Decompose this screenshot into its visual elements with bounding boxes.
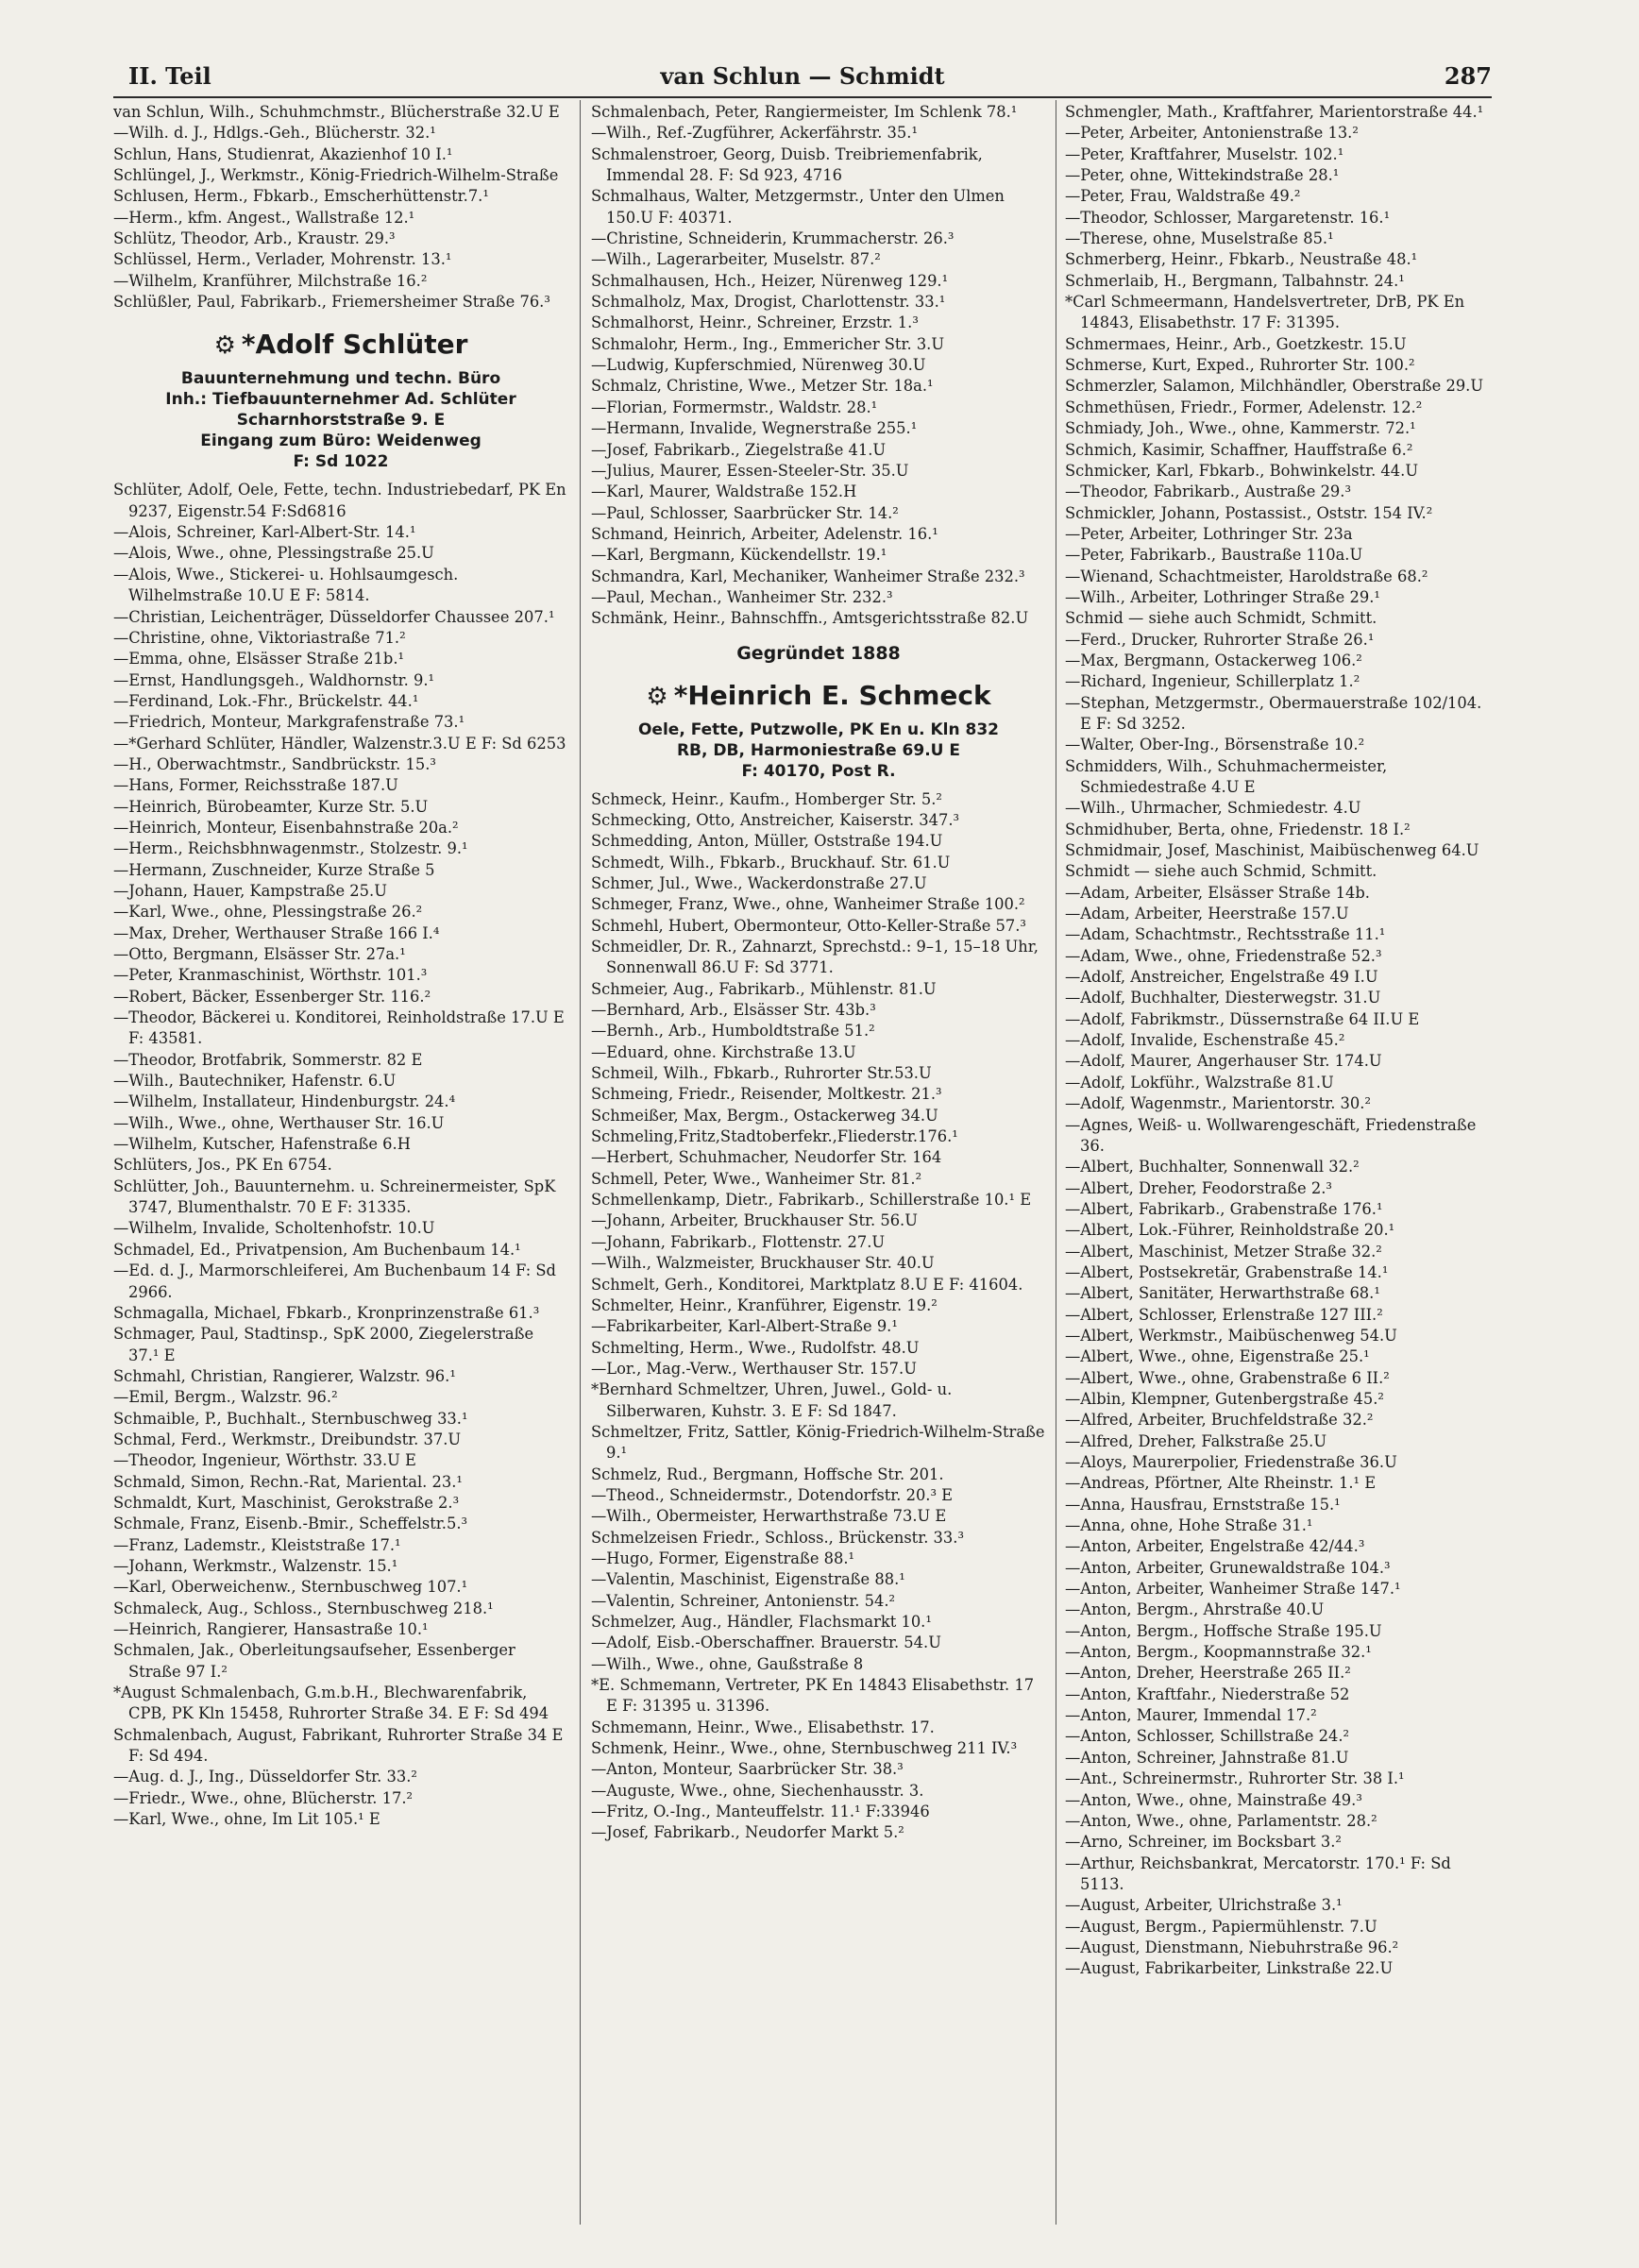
list-item: —Robert, Bäcker, Essenberger Str. 116.²	[113, 987, 431, 1006]
list-item: —Bernh., Arb., Humboldtstraße 51.²	[591, 1022, 875, 1041]
list-item: Schmerlaib, H., Bergmann, Talbahnstr. 24.¹	[1065, 271, 1405, 290]
list-item: —Eduard, ohne. Kirchstraße 13.U	[591, 1042, 856, 1061]
list-item: —Julius, Maurer, Essen-Steeler-Str. 35.U	[591, 461, 909, 480]
ad-title	[113, 326, 568, 364]
list-item: Schmedt, Wilh., Fbkarb., Bruckhauf. Str. 61.U	[591, 853, 951, 872]
list-item: Schmellenkamp, Dietr., Fabrikarb., Schillerstraße 10.¹ E	[591, 1191, 1032, 1210]
list-item: —Emma, ohne, Elsässer Straße 21b.¹	[113, 650, 405, 669]
list-item: —Friedr., Wwe., ohne, Blücherstr. 17.²	[113, 1788, 414, 1807]
list-item: Schmengler, Math., Kraftfahrer, Marientorstraße 44.¹	[1065, 103, 1484, 121]
list-item: —Josef, Fabrikarb., Ziegelstraße 41.U	[591, 440, 887, 459]
list-item: —Max, Bergmann, Ostackerweg 106.²	[1065, 651, 1362, 669]
list-item: —Johann, Werkmstr., Walzenstr. 15.¹	[113, 1556, 398, 1575]
list-item: —Albert, Wwe., ohne, Eigenstraße 25.¹	[1065, 1347, 1370, 1366]
list-item: —Andreas, Pförtner, Alte Rheinstr. 1.¹ E	[1065, 1474, 1377, 1493]
ad-line: Oele, Fette, Putzwolle, PK En u. Kln 832	[637, 719, 1000, 739]
ad-title-text: *Heinrich E. Schmeck	[673, 679, 991, 711]
list-item: —Paul, Mechan., Wanheimer Str. 232.³	[591, 587, 893, 606]
list-item: —Adolf, Lokführ., Walzstraße 81.U	[1065, 1073, 1334, 1092]
list-item: Schmeing, Friedr., Reisender, Moltkestr. 21.³	[591, 1085, 942, 1104]
list-item: —Anton, Arbeiter, Grunewaldstraße 104.³	[1065, 1558, 1391, 1577]
list-item: —Hermann, Invalide, Wegnerstraße 255.¹	[591, 419, 918, 438]
list-item: —Agnes, Weiß- u. Wollwarengeschäft, Friedenstraße 36.	[1065, 1115, 1477, 1155]
list-item: —Theod., Schneidermstr., Dotendorfstr. 20.³ E	[591, 1485, 954, 1504]
list-item: —Otto, Bergmann, Elsässer Str. 27a.¹	[113, 945, 406, 963]
list-item: —Wilh., Wwe., ohne, Werthauser Str. 16.U	[113, 1113, 445, 1132]
list-item: —Peter, Arbeiter, Lothringer Str. 23a	[1065, 524, 1353, 543]
list-item: —Wilh., Lagerarbeiter, Muselstr. 87.²	[591, 250, 881, 269]
list-item: Schmelting, Herm., Wwe., Rudolfstr. 48.U	[591, 1338, 920, 1357]
list-item: Schmerzler, Salamon, Milchhändler, Oberstraße 29.U	[1065, 377, 1484, 396]
list-item: —Fabrikarbeiter, Karl-Albert-Straße 9.¹	[591, 1317, 898, 1336]
list-item: —Arthur, Reichsbankrat, Mercatorstr. 170.¹ F: Sd 5113.	[1065, 1853, 1451, 1893]
list-item: Schlüßler, Paul, Fabrikarb., Friemersheimer Straße 76.³	[113, 293, 550, 312]
list-item: —Ferd., Drucker, Ruhrorter Straße 26.¹	[1065, 630, 1375, 649]
list-item: —Ferdinand, Lok.-Fhr., Brückelstr. 44.¹	[113, 691, 419, 710]
list-item: Schmalhaus, Walter, Metzgermstr., Unter den Ulmen 150.U F: 40371.	[591, 187, 1005, 227]
list-item: —Karl, Wwe., ohne, Plessingstraße 26.²	[113, 903, 423, 922]
list-item: *Bernhard Schmeltzer, Uhren, Juwel., Gold- u. Silberwaren, Kuhstr. 3. E F: Sd 1847.	[591, 1380, 953, 1420]
list-item: —August, Bergm., Papiermühlenstr. 7.U	[1065, 1917, 1377, 1936]
list-item: —Herm., kfm. Angest., Wallstraße 12.¹	[113, 208, 415, 227]
ad-line: F: Sd 1022	[293, 452, 389, 472]
list-item: —Anton, Schlosser, Schillstraße 24.²	[1065, 1727, 1350, 1746]
list-item: Schlütz, Theodor, Arb., Kraustr. 29.³	[113, 229, 396, 248]
list-item: —Anton, Maurer, Immendal 17.²	[1065, 1706, 1317, 1725]
list-item: Schlusen, Herm., Fbkarb., Emscherhüttenstr.7.¹	[113, 187, 489, 206]
list-item: —Adam, Arbeiter, Elsässer Straße 14b.	[1065, 883, 1370, 902]
list-item: —Adolf, Anstreicher, Engelstraße 49 I.U	[1065, 968, 1378, 987]
list-item: Schmand, Heinrich, Arbeiter, Adelenstr. 16.¹	[591, 524, 938, 543]
list-item: Schmid — siehe auch Schmidt, Schmitt.	[1065, 609, 1377, 628]
list-item: Schmedding, Anton, Müller, Oststraße 194.U	[591, 832, 943, 851]
list-item: Schmidhuber, Berta, ohne, Friedenstr. 18 I.²	[1065, 820, 1411, 838]
list-item: —Anton, Wwe., ohne, Parlamentstr. 28.²	[1065, 1811, 1377, 1830]
list-item: Schmenk, Heinr., Wwe., ohne, Sternbuschweg 211 IV.³	[591, 1739, 1018, 1758]
list-item: —Albin, Klempner, Gutenbergstraße 45.²	[1065, 1389, 1384, 1408]
list-item: —Christian, Leichenträger, Düsseldorfer Chaussee 207.¹	[113, 607, 555, 626]
list-item: Schmeidler, Dr. R., Zahnarzt, Sprechstd.: 9–1, 15–18 Uhr, Sonnenwall 86.U F: Sd 3771.	[591, 938, 1039, 977]
list-item: —Florian, Formermstr., Waldstr. 28.¹	[591, 398, 878, 416]
list-item: Schmelt, Gerh., Konditorei, Marktplatz 8.U E F: 41604.	[591, 1275, 1023, 1294]
column-2	[591, 102, 1046, 2226]
list-item: —Peter, Arbeiter, Antonienstraße 13.²	[1065, 124, 1359, 143]
list-item: —Wilhelm, Invalide, Scholtenhofstr. 10.U	[113, 1219, 435, 1238]
list-item: —Hermann, Zuschneider, Kurze Straße 5	[113, 860, 435, 879]
list-item: —Anton, Dreher, Heerstraße 265 II.²	[1065, 1664, 1351, 1683]
list-item: Schmeier, Aug., Fabrikarb., Mühlenstr. 81.U	[591, 979, 937, 998]
list-item: —Wienand, Schachtmeister, Haroldstraße 68.²	[1065, 567, 1428, 585]
list-item: —Adolf, Buchhalter, Diesterwegstr. 31.U	[1065, 989, 1381, 1007]
list-item: —Johann, Hauer, Kampstraße 25.U	[113, 881, 387, 900]
column-divider	[580, 100, 581, 2225]
list-item: —Wilhelm, Kutscher, Hafenstraße 6.H	[113, 1135, 411, 1154]
ad-line: RB, DB, Harmoniestraße 69.U E	[676, 740, 961, 760]
list-item: —Ludwig, Kupferschmied, Nürenweg 30.U	[591, 356, 926, 375]
list-item: Schmell, Peter, Wwe., Wanheimer Str. 81.²	[591, 1169, 922, 1188]
list-item: Schmicker, Karl, Fbkarb., Bohwinkelstr. 44.U	[1065, 461, 1419, 480]
list-item: —Alfred, Arbeiter, Bruchfeldstraße 32.²	[1065, 1411, 1374, 1430]
list-item: Schmänk, Heinr., Bahnschffn., Amtsgerichtsstraße 82.U	[591, 609, 1029, 628]
list-item: —Anton, Monteur, Saarbrücker Str. 38.³	[591, 1760, 904, 1779]
list-item: Schlüters, Jos., PK En 6754.	[113, 1156, 332, 1175]
header-rule	[113, 96, 1492, 98]
list-item: Schmadel, Ed., Privatpension, Am Buchenbaum 14.¹	[113, 1240, 521, 1259]
list-item: —Anton, Wwe., ohne, Mainstraße 49.³	[1065, 1790, 1362, 1809]
column-1	[113, 102, 568, 2226]
list-item: —Ant., Schreinermstr., Ruhrorter Str. 38 I.¹	[1065, 1769, 1405, 1788]
list-item: —August, Fabrikarbeiter, Linkstraße 22.U	[1065, 1959, 1394, 1978]
list-item: —Lor., Mag.-Verw., Werthauser Str. 157.U	[591, 1359, 917, 1378]
list-item: —Karl, Oberweichenw., Sternbuschweg 107.¹	[113, 1578, 468, 1597]
list-item: Schmelz, Rud., Bergmann, Hoffsche Str. 201.	[591, 1464, 944, 1483]
list-item: —*Gerhard Schlüter, Händler, Walzenstr.3.U E F: Sd 6253	[113, 734, 566, 753]
list-item: Schlüter, Adolf, Oele, Fette, techn. Industriebedarf, PK En 9237, Eigenstr.54 F:Sd6816	[113, 481, 566, 520]
ad-line: Bauunternehmung und techn. Büro	[180, 369, 501, 389]
list-item: —Theodor, Fabrikarb., Austraße 29.³	[1065, 482, 1351, 501]
list-item: *E. Schmemann, Vertreter, PK En 14843 Elisabethstr. 17 E F: 31395 u. 31396.	[591, 1676, 1035, 1716]
list-item: —Heinrich, Bürobeamter, Kurze Str. 5.U	[113, 797, 429, 816]
list-item: Schmagalla, Michael, Fbkarb., Kronprinzenstraße 61.³	[113, 1303, 540, 1322]
list-item: —Auguste, Wwe., ohne, Siechenhausstr. 3.	[591, 1781, 924, 1800]
list-item: Schlun, Hans, Studienrat, Akazienhof 10 I.¹	[113, 144, 453, 163]
list-item: Schmecking, Otto, Anstreicher, Kaiserstr. 347.³	[591, 810, 960, 829]
list-item: —Karl, Wwe., ohne, Im Lit 105.¹ E	[113, 1810, 380, 1829]
list-item: —Christine, ohne, Viktoriastraße 71.²	[113, 628, 406, 647]
list-item: Schmahl, Christian, Rangierer, Walzstr. 96.¹	[113, 1366, 456, 1385]
list-item: Schmidt — siehe auch Schmid, Schmitt.	[1065, 862, 1377, 881]
list-item: Schmer, Jul., Wwe., Wackerdonstraße 27.U	[591, 873, 927, 892]
ad-kicker: Gegründet 1888	[736, 642, 901, 664]
list-item: —Albert, Postsekretär, Grabenstraße 14.¹	[1065, 1262, 1389, 1281]
list-item: —Wilh., Walzmeister, Bruckhauser Str. 40.U	[591, 1254, 935, 1273]
list-item: —Albert, Schlosser, Erlenstraße 127 III.²	[1065, 1305, 1383, 1324]
list-item: Schmald, Simon, Rechn.-Rat, Mariental. 23.¹	[113, 1472, 463, 1491]
list-item: Schmethüsen, Friedr., Former, Adelenstr. 12.²	[1065, 398, 1423, 416]
list-item: Schmeißer, Max, Bergm., Ostackerweg 34.U	[591, 1106, 938, 1125]
list-item: Schmalenbach, August, Fabrikant, Ruhrorter Straße 34 E F: Sd 494.	[113, 1725, 564, 1766]
ad-line: Inh.: Tiefbauunternehmer Ad. Schlüter	[165, 390, 516, 410]
list-item: —Anton, Schreiner, Jahnstraße 81.U	[1065, 1748, 1349, 1767]
list-item: Schmager, Paul, Stadtinsp., SpK 2000, Ziegelerstraße 37.¹ E	[113, 1325, 534, 1364]
list-item: —Heinrich, Rangierer, Hansastraße 10.¹	[113, 1620, 429, 1638]
list-item: —Adolf, Eisb.-Oberschaffner. Brauerstr. 54.U	[591, 1633, 941, 1652]
list-item: —August, Dienstmann, Niebuhrstraße 96.²	[1065, 1938, 1399, 1956]
list-item: —Adam, Arbeiter, Heerstraße 157.U	[1065, 905, 1349, 923]
list-item: —Wilh., Uhrmacher, Schmiedestr. 4.U	[1065, 799, 1361, 818]
ad-title-text: *Adolf Schlüter	[241, 329, 468, 361]
list-item: —Johann, Arbeiter, Bruckhauser Str. 56.U	[591, 1211, 918, 1230]
list-item: —Theodor, Ingenieur, Wörthstr. 33.U E	[113, 1451, 416, 1470]
page-number: 287	[1444, 62, 1492, 90]
list-item: —Stephan, Metzgermstr., Obermauerstraße 102/104. E F: Sd 3252.	[1065, 693, 1482, 733]
list-item: Schmermaes, Heinr., Arb., Goetzkestr. 15.U	[1065, 334, 1407, 353]
list-item: —Peter, ohne, Wittekindstraße 28.¹	[1065, 166, 1340, 185]
list-item: Schmelzeisen Friedr., Schloss., Brückenstr. 33.³	[591, 1528, 964, 1547]
gear-icon: ⚙	[646, 682, 668, 711]
list-item: —Wilh., Ref.-Zugführer, Ackerfährstr. 35.¹	[591, 124, 918, 143]
list-item: —Josef, Fabrikarb., Neudorfer Markt 5.²	[591, 1823, 904, 1842]
list-item: —Franz, Lademstr., Kleiststraße 17.¹	[113, 1535, 401, 1554]
list-item: —Hugo, Former, Eigenstraße 88.¹	[591, 1549, 855, 1567]
list-item: —Adam, Wwe., ohne, Friedenstraße 52.³	[1065, 946, 1382, 965]
ad-line: F: 40170, Post R.	[741, 761, 896, 781]
list-item: Schmerse, Kurt, Exped., Ruhrorter Str. 100.²	[1065, 356, 1415, 375]
list-item: —Peter, Frau, Waldstraße 49.²	[1065, 187, 1301, 206]
list-item: —Albert, Lok.-Führer, Reinholdstraße 20.¹	[1065, 1221, 1395, 1240]
list-item: —Arno, Schreiner, im Bocksbart 3.²	[1065, 1833, 1342, 1852]
list-item: Schmaible, P., Buchhalt., Sternbuschweg 33.¹	[113, 1409, 468, 1428]
list-item: Schmich, Kasimir, Schaffner, Hauffstraße 6.²	[1065, 440, 1413, 459]
list-item: —Friedrich, Monteur, Markgrafenstraße 73.¹	[113, 713, 465, 732]
list-item: —Fritz, O.-Ing., Manteuffelstr. 11.¹ F:33946	[591, 1803, 930, 1821]
list-item: Schmeltzer, Fritz, Sattler, König-Friedrich-Wilhelm-Straße 9.¹	[591, 1422, 1045, 1463]
list-item: —Anton, Bergm., Hoffsche Straße 195.U	[1065, 1621, 1382, 1640]
page-header	[113, 59, 1492, 93]
list-item: —Heinrich, Monteur, Eisenbahnstraße 20a.²	[113, 818, 459, 837]
list-item: *Carl Schmeermann, Handelsvertreter, DrB, PK En 14843, Elisabethstr. 17 F: 31395.	[1065, 293, 1465, 332]
list-item: —Alois, Wwe., Stickerei- u. Hohlsaumgesch. Wilhelmstraße 10.U E F: 5814.	[113, 565, 459, 605]
list-item: —Aug. d. J., Ing., Düsseldorfer Str. 33.²	[113, 1768, 417, 1786]
list-item: Schmeling,Fritz,Stadtoberfekr.,Fliederstr.176.¹	[591, 1127, 958, 1146]
running-head: van Schlun — Schmidt	[660, 62, 945, 90]
list-item: —Adam, Schachtmstr., Rechtsstraße 11.¹	[1065, 925, 1386, 944]
list-item: Schmalen, Jak., Oberleitungsaufseher, Essenberger Straße 97 I.²	[113, 1641, 515, 1681]
list-item: —Adolf, Invalide, Eschenstraße 45.²	[1065, 1031, 1345, 1050]
list-item: Schlütter, Joh., Bauunternehm. u. Schreinermeister, SpK 3747, Blumenthalstr. 70 E F: 31335.	[113, 1176, 556, 1217]
list-item: —Valentin, Schreiner, Antonienstr. 54.²	[591, 1591, 896, 1610]
list-item: Schmale, Franz, Eisenb.-Bmir., Scheffelstr.5.³	[113, 1515, 468, 1533]
list-item: —Herbert, Schuhmacher, Neudorfer Str. 164	[591, 1148, 942, 1167]
list-item: Schmickler, Johann, Postassist., Oststr. 154 IV.²	[1065, 503, 1433, 522]
list-item: —Anna, Hausfrau, Ernststraße 15.¹	[1065, 1495, 1341, 1514]
list-item: —Johann, Fabrikarb., Flottenstr. 27.U	[591, 1232, 886, 1251]
list-item: *August Schmalenbach, G.m.b.H., Blechwarenfabrik, CPB, PK Kln 15458, Ruhrorter Straße 34. E F: Sd 494	[113, 1684, 549, 1723]
list-item: —Richard, Ingenieur, Schillerplatz 1.²	[1065, 672, 1360, 691]
list-item: —Emil, Bergm., Walzstr. 96.²	[113, 1388, 338, 1407]
list-item: —Anna, ohne, Hohe Straße 31.¹	[1065, 1516, 1313, 1535]
list-item: —Peter, Kraftfahrer, Muselstr. 102.¹	[1065, 144, 1344, 163]
list-item: —Anton, Arbeiter, Engelstraße 42/44.³	[1065, 1537, 1365, 1556]
list-item: Schmehl, Hubert, Obermonteur, Otto-Keller-Straße 57.³	[591, 916, 1026, 935]
list-item: —Adolf, Wagenmstr., Marientorstr. 30.²	[1065, 1094, 1371, 1113]
list-item: Schmaleck, Aug., Schloss., Sternbuschweg 218.¹	[113, 1599, 494, 1617]
list-item: —Adolf, Fabrikmstr., Düssernstraße 64 II.U E	[1065, 1009, 1420, 1028]
list-item: Schlüssel, Herm., Verlader, Mohrenstr. 13.¹	[113, 250, 452, 269]
list-item: —Theodor, Schlosser, Margaretenstr. 16.¹	[1065, 208, 1391, 227]
list-item: —Albert, Wwe., ohne, Grabenstraße 6 II.²	[1065, 1368, 1390, 1387]
list-item: —Walter, Ober-Ing., Börsenstraße 10.²	[1065, 736, 1365, 754]
list-item: Schmeil, Wilh., Fbkarb., Ruhrorter Str.53.U	[591, 1064, 932, 1083]
list-item: —Wilh., Obermeister, Herwarthstraße 73.U E	[591, 1507, 947, 1526]
list-item: Schmeger, Franz, Wwe., ohne, Wanheimer Straße 100.²	[591, 895, 1025, 914]
list-item: —Karl, Bergmann, Kückendellstr. 19.¹	[591, 546, 887, 565]
list-item: Schmalholz, Max, Drogist, Charlottenstr. 33.¹	[591, 293, 946, 312]
list-item: Schmeck, Heinr., Kaufm., Homberger Str. 5.²	[591, 789, 942, 808]
list-item: —Adolf, Maurer, Angerhauser Str. 174.U	[1065, 1052, 1382, 1071]
list-item: —Anton, Kraftfahr., Niederstraße 52	[1065, 1684, 1350, 1703]
list-item: Schmelzer, Aug., Händler, Flachsmarkt 10.¹	[591, 1613, 932, 1631]
list-item: —Albert, Fabrikarb., Grabenstraße 176.¹	[1065, 1199, 1383, 1218]
ad-title	[591, 677, 1046, 716]
ad-line: Eingang zum Büro: Weidenweg	[200, 432, 482, 451]
list-item: van Schlun, Wilh., Schuhmchmstr., Blücherstraße 32.U E	[113, 103, 560, 121]
list-item: —Wilh., Arbeiter, Lothringer Straße 29.¹	[1065, 587, 1380, 606]
list-item: —Alfred, Dreher, Falkstraße 25.U	[1065, 1431, 1327, 1450]
list-item: —Paul, Schlosser, Saarbrücker Str. 14.²	[591, 503, 899, 522]
list-item: Schmandra, Karl, Mechaniker, Wanheimer Straße 232.³	[591, 567, 1025, 585]
gear-icon: ⚙	[213, 331, 236, 361]
list-item: —Ernst, Handlungsgeh., Waldhornstr. 9.¹	[113, 670, 435, 689]
advertisement	[591, 643, 1046, 782]
list-item: Schmalz, Christine, Wwe., Metzer Str. 18a.¹	[591, 377, 934, 396]
list-item: Schmalhorst, Heinr., Schreiner, Erzstr. 1.³	[591, 313, 919, 332]
list-item: —Bernhard, Arb., Elsässer Str. 43b.³	[591, 1001, 876, 1020]
part-label: II. Teil	[128, 62, 211, 90]
list-item: —Wilh., Bautechniker, Hafenstr. 6.U	[113, 1072, 397, 1091]
list-item: Schmalhausen, Hch., Heizer, Nürenweg 129.¹	[591, 271, 949, 290]
list-item: Schlüngel, J., Werkmstr., König-Friedrich-Wilhelm-Straße	[113, 166, 559, 185]
list-item: —Peter, Kranmaschinist, Wörthstr. 101.³	[113, 966, 428, 985]
list-item: —Wilhelm, Installateur, Hindenburgstr. 24.⁴	[113, 1092, 456, 1111]
list-item: —Hans, Former, Reichsstraße 187.U	[113, 776, 398, 795]
column-3	[1065, 102, 1497, 2226]
list-item: —Wilh. d. J., Hdlgs.-Geh., Blücherstr. 32.¹	[113, 124, 436, 143]
list-item: —Wilh., Wwe., ohne, Gaußstraße 8	[591, 1654, 864, 1673]
list-item: —Wilhelm, Kranführer, Milchstraße 16.²	[113, 271, 428, 290]
list-item: —Albert, Dreher, Feodorstraße 2.³	[1065, 1178, 1332, 1197]
list-item: —Therese, ohne, Muselstraße 85.¹	[1065, 229, 1334, 248]
list-item: —Karl, Maurer, Waldstraße 152.H	[591, 482, 857, 501]
list-item: —Alois, Wwe., ohne, Plessingstraße 25.U	[113, 544, 434, 563]
list-item: Schmalenbach, Peter, Rangiermeister, Im Schlenk 78.¹	[591, 103, 1018, 121]
list-item: —Anton, Bergm., Ahrstraße 40.U	[1065, 1600, 1325, 1619]
list-item: Schmal, Ferd., Werkmstr., Dreibundstr. 37.U	[113, 1430, 462, 1448]
list-item: —Peter, Fabrikarb., Baustraße 110a.U	[1065, 546, 1363, 565]
list-item: —H., Oberwachtmstr., Sandbrückstr. 15.³	[113, 754, 436, 773]
list-item: —Alois, Schreiner, Karl-Albert-Str. 14.¹	[113, 523, 416, 542]
list-item: Schmelter, Heinr., Kranführer, Eigenstr. 19.²	[591, 1295, 938, 1314]
list-item: —August, Arbeiter, Ulrichstraße 3.¹	[1065, 1896, 1343, 1915]
list-item: Schmidmair, Josef, Maschinist, Maibüschenweg 64.U	[1065, 841, 1479, 860]
list-item: —Christine, Schneiderin, Krummacherstr. 26.³	[591, 229, 955, 248]
list-item: Schmiady, Joh., Wwe., ohne, Kammerstr. 72.¹	[1065, 419, 1416, 438]
list-item: —Ed. d. J., Marmorschleiferei, Am Buchenbaum 14 F: Sd 2966.	[113, 1261, 556, 1301]
ad-line: Scharnhorststraße 9. E	[236, 411, 446, 431]
list-item: —Anton, Arbeiter, Wanheimer Straße 147.¹	[1065, 1580, 1401, 1599]
list-item: —Theodor, Bäckerei u. Konditorei, Reinholdstraße 17.U E F: 43581.	[113, 1008, 565, 1048]
list-item: Schmemann, Heinr., Wwe., Elisabethstr. 17.	[591, 1718, 935, 1736]
list-item: —Albert, Werkmstr., Maibüschenweg 54.U	[1065, 1326, 1397, 1345]
list-item: —Albert, Buchhalter, Sonnenwall 32.²	[1065, 1158, 1360, 1176]
list-item: —Albert, Sanitäter, Herwarthstraße 68.¹	[1065, 1284, 1380, 1303]
advertisement	[113, 326, 568, 472]
list-item: —Max, Dreher, Werthauser Straße 166 I.⁴	[113, 923, 440, 942]
list-item: —Theodor, Brotfabrik, Sommerstr. 82 E	[113, 1050, 423, 1069]
list-item: Schmerberg, Heinr., Fbkarb., Neustraße 48.¹	[1065, 250, 1418, 269]
list-item: Schmaldt, Kurt, Maschinist, Gerokstraße 2.³	[113, 1493, 460, 1512]
list-item: —Aloys, Maurerpolier, Friedenstraße 36.U	[1065, 1453, 1397, 1471]
list-item: —Albert, Maschinist, Metzer Straße 32.²	[1065, 1242, 1382, 1261]
list-item: —Valentin, Maschinist, Eigenstraße 88.¹	[591, 1570, 905, 1589]
list-item: Schmidders, Wilh., Schuhmachermeister, Schmiedestraße 4.U E	[1065, 756, 1388, 796]
list-item: Schmalenstroer, Georg, Duisb. Treibriemenfabrik, Immendal 28. F: Sd 923, 4716	[591, 144, 983, 185]
list-item: —Herm., Reichsbhnwagenmstr., Stolzestr. 9.¹	[113, 839, 468, 858]
list-item: Schmalohr, Herm., Ing., Emmericher Str. 3.U	[591, 334, 945, 353]
list-item: —Anton, Bergm., Koopmannstraße 32.¹	[1065, 1643, 1372, 1662]
